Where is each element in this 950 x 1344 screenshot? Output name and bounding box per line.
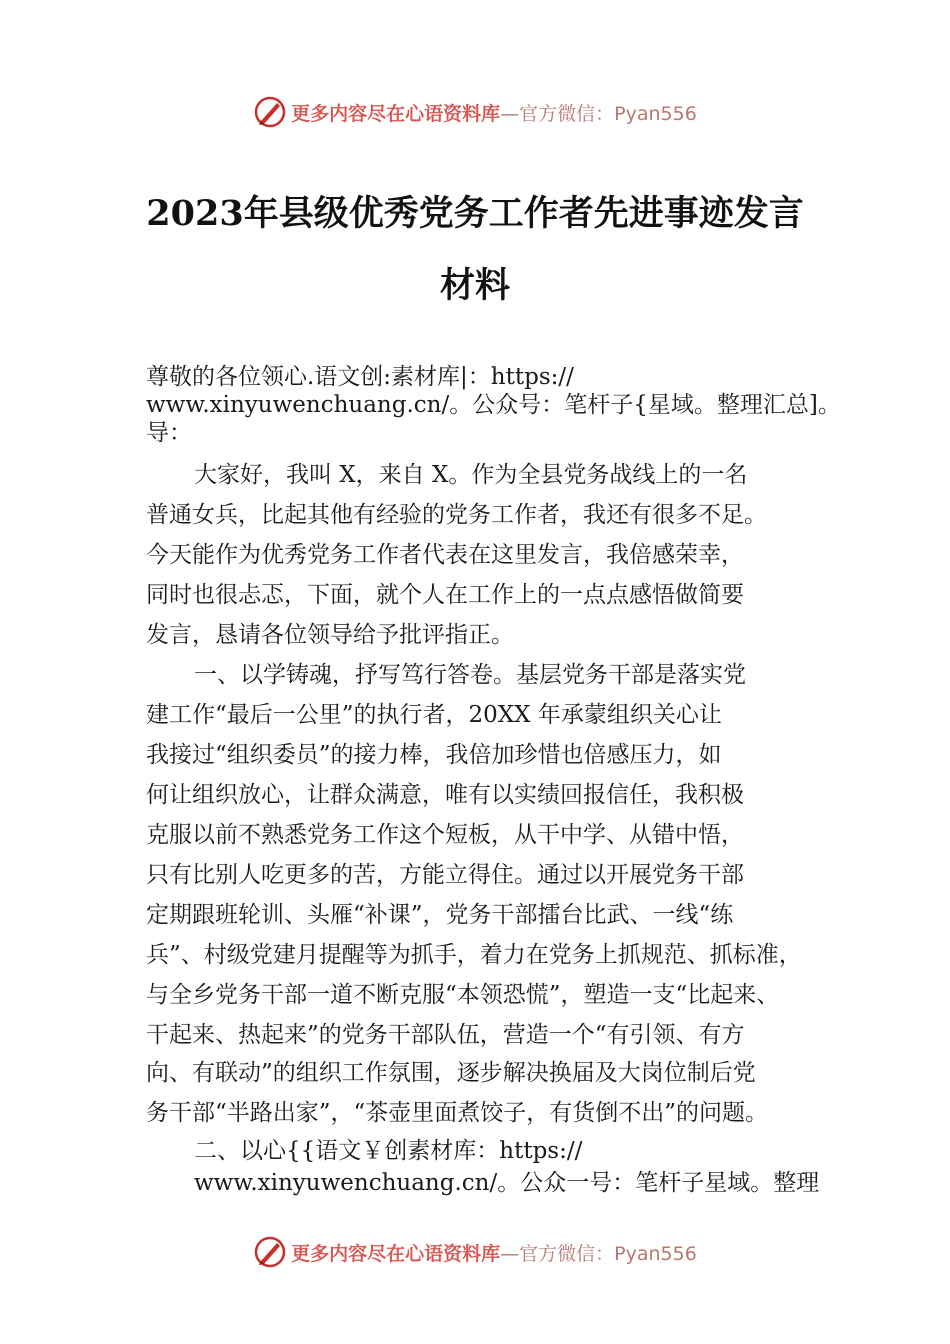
body-line: 克服以前不熟悉党务工作这个短板，从干中学、从错中悟， (146, 822, 744, 848)
header-banner (0, 92, 950, 132)
banner-brand: 更多内容尽在心语资料库 (291, 102, 501, 125)
pen-logo-icon (253, 95, 287, 129)
body-line: 同时也很忐忑，下面，就个人在工作上的一点点感悟做简要 (146, 582, 744, 608)
body-line: 尊敬的各位领心.语文创:素材库|：https:// (146, 364, 574, 390)
body-line: 干起来、热起来”的党务干部队伍，营造一个“有引领、有方 (146, 1022, 745, 1048)
body-line: 二、以心{{语文￥创素材库：https:// (194, 1138, 583, 1164)
body-line: 一、以学铸魂，抒写笃行答卷。基层党务干部是落实党 (194, 662, 746, 688)
body-line: 定期跟班轮训、头雁“补课”，党务干部擂台比武、一线“练 (146, 902, 734, 928)
body-line: 与全乡党务干部一道不断克服“本领恐慌”，塑造一支“比起来、 (146, 982, 780, 1008)
body-line: 建工作“最后一公里”的执行者，20XX 年承蒙组织关心让 (146, 702, 722, 728)
banner-wechat: —官方微信：Pyan556 (500, 1242, 697, 1265)
body-line: 发言，恳请各位领导给予批评指正。 (146, 622, 514, 648)
pen-logo-icon (253, 1235, 287, 1269)
body-line: www.xinyuwenchuang.cn/。公众一号：笔杆子星域。整理 (194, 1170, 820, 1196)
body-line: 我接过“组织委员”的接力棒，我倍加珍惜也倍感压力，如 (146, 742, 722, 768)
body-line: 今天能作为优秀党务工作者代表在这里发言，我倍感荣幸， (146, 542, 744, 568)
body-line: 务干部“半路出家”，“茶壶里面煮饺子，有货倒不出”的问题。 (146, 1100, 769, 1126)
body-line: 何让组织放心，让群众满意，唯有以实绩回报信任，我积极 (146, 782, 744, 808)
body-line: 大家好，我叫 X，来自 X。作为全县党务战线上的一名 (194, 462, 748, 488)
body-line: 向、有联动”的组织工作氛围，逐步解决换届及大岗位制后党 (146, 1060, 756, 1086)
body-line: 导： (146, 420, 192, 446)
body-line: 普通女兵，比起其他有经验的党务工作者，我还有很多不足。 (146, 502, 767, 528)
body-line: 兵”、村级党建月提醒等为抓手，着力在党务上抓规范、抓标准， (146, 942, 802, 968)
banner-brand: 更多内容尽在心语资料库 (291, 1242, 501, 1265)
body-line: 只有比别人吃更多的苦，方能立得住。通过以开展党务干部 (146, 862, 744, 888)
document-title-line1: 2023年县级优秀党务工作者先进事迹发言 (146, 193, 804, 234)
footer-banner (0, 1232, 950, 1272)
document-title-line2: 材料 (439, 265, 510, 306)
banner-wechat: —官方微信：Pyan556 (500, 102, 697, 125)
body-line: www.xinyuwenchuang.cn/。公众号：笔杆子{星域。整理汇总]。 (146, 392, 841, 418)
